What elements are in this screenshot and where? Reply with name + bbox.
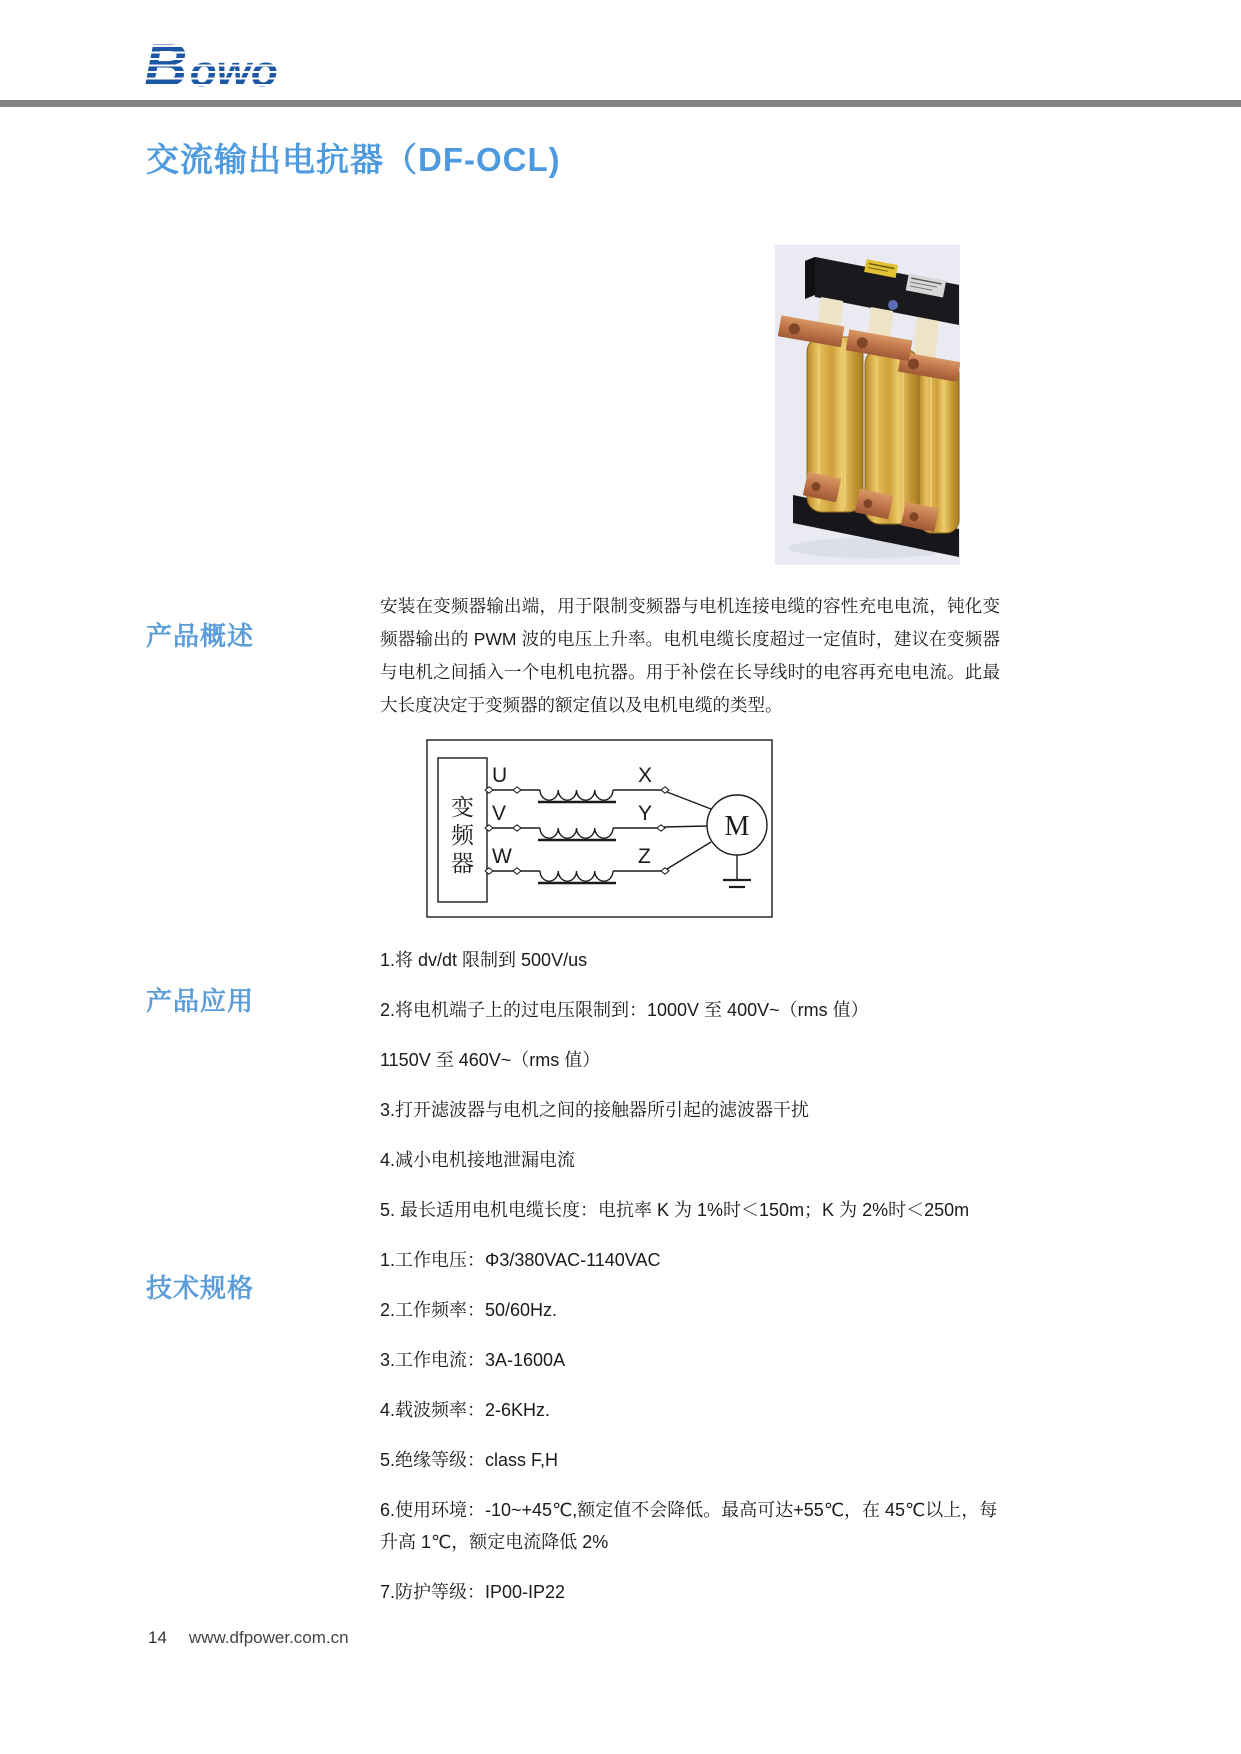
coil-w	[540, 871, 613, 881]
product-photo	[775, 245, 960, 565]
application-item-3: 3.打开滤波器与电机之间的接触器所引起的滤波器干扰	[380, 1100, 810, 1120]
application-heading: 产品应用	[146, 986, 255, 1016]
phase-label-x: X	[638, 764, 653, 787]
inverter-label-char3: 器	[451, 850, 474, 876]
ground-icon	[723, 855, 751, 887]
application-item-2: 2.将电机端子上的过电压限制到：1000V 至 400V~（rms 值）	[380, 1000, 869, 1020]
phase-label-y: Y	[638, 802, 653, 825]
spec-item-5: 5.绝缘等级：class F,H	[380, 1450, 559, 1470]
inverter-label-char2: 频	[451, 822, 474, 848]
coil-u	[540, 790, 613, 800]
brand-dot	[888, 300, 898, 310]
reactor-photo-illustration	[775, 245, 960, 565]
specs-heading: 技术规格	[146, 1273, 255, 1303]
page-number: 14	[148, 1628, 167, 1647]
diagram-border	[427, 740, 772, 917]
bowo-logo	[144, 34, 314, 100]
circuit-diagram	[426, 739, 773, 919]
overview-paragraph: 安装在变频器输出端，用于限制变频器与电机连接电缆的容性充电电流，钝化变频器输出的 PWM 波的电压上升率。电机电缆长度超过一定值时，建议在变频器与电机之间插入一个电机电抗器。用于补偿在长导线时的电容再充电电流。此最大长度决定于变频器的额定值以及电机电缆的类型。	[380, 596, 1000, 715]
page-footer	[148, 1628, 349, 1648]
spec-item-7: 7.防护等级：IP00-IP22	[380, 1582, 566, 1602]
logo-text: B owo	[144, 34, 278, 99]
inverter-label-char1: 变	[451, 794, 474, 820]
spec-item-4: 4.载波频率：2-6KHz.	[380, 1400, 551, 1420]
content-lists	[380, 944, 1080, 1626]
spec-item-2: 2.工作频率：50/60Hz.	[380, 1300, 558, 1320]
spec-item-1: 1.工作电压：Φ3/380VAC-1140VAC	[380, 1250, 661, 1270]
phase-label-v: V	[492, 802, 507, 825]
spec-item-6: 6.使用环境：-10~+45℃,额定值不会降低。最高可达+55℃，在 45℃以上，每升高 1℃，额定电流降低 2%	[380, 1500, 998, 1552]
header-divider	[0, 100, 1241, 107]
application-item-2b: 1150V 至 460V~（rms 值）	[380, 1050, 601, 1070]
application-item-4: 4.减小电机接地泄漏电流	[380, 1150, 576, 1170]
application-item-5: 5. 最长适用电机电缆长度：电抗率 K 为 1%时＜150m；K 为 2%时＜250m	[380, 1200, 970, 1220]
page-title: 交流输出电抗器（DF-OCL)	[146, 141, 561, 178]
overview-heading: 产品概述	[146, 621, 255, 651]
phase-label-u: U	[492, 764, 508, 787]
phase-label-w: W	[492, 845, 512, 868]
phase-label-z: Z	[638, 845, 651, 868]
application-item-1: 1.将 dv/dt 限制到 500V/us	[380, 950, 588, 970]
spec-item-3: 3.工作电流：3A-1600A	[380, 1350, 566, 1370]
website-url: www.dfpower.com.cn	[188, 1628, 349, 1647]
motor-label: M	[724, 811, 750, 842]
coil-v	[540, 828, 613, 838]
